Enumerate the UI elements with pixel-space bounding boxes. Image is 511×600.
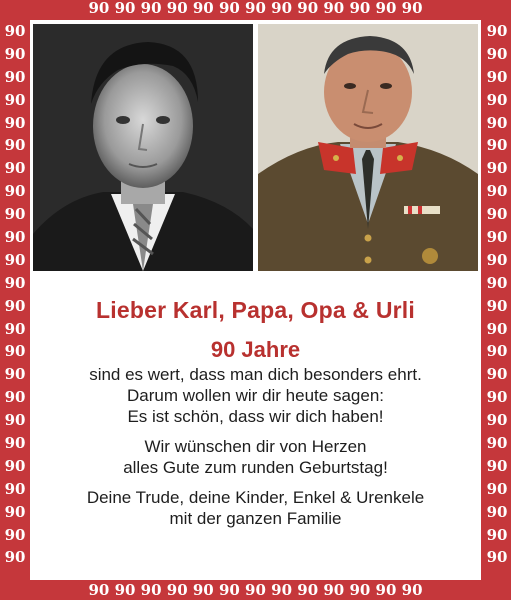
border-right-number: 90 (486, 319, 508, 338)
border-right-number: 90 (486, 548, 508, 567)
wishes-line: alles Gute zum runden Geburtstag! (123, 458, 388, 477)
border-left-number: 90 (4, 525, 26, 544)
border-right-number: 90 (486, 342, 508, 361)
border-left-number: 90 (4, 434, 26, 453)
wishes-line: Wir wünschen dir von Herzen (144, 437, 367, 456)
verse-line: Es ist schön, dass wir dich haben! (127, 407, 384, 426)
border-left-number: 90 (4, 113, 26, 132)
photo-young (33, 24, 253, 271)
message-text (30, 296, 481, 529)
verse-line: sind es wert, dass man dich besonders ehrt. (89, 365, 422, 384)
border-right-number: 90 (486, 365, 508, 384)
border-left-number: 90 (4, 388, 26, 407)
verse-line: Darum wollen wir dir heute sagen: (126, 386, 384, 405)
border-left-number: 90 (4, 411, 26, 430)
uniformed-man-portrait-image (258, 24, 478, 271)
border-right-number: 90 (486, 388, 508, 407)
border-left-number: 90 (4, 182, 26, 201)
border-right-number: 90 (486, 22, 508, 40)
border-right-number: 90 (486, 502, 508, 521)
border-left-number: 90 (4, 205, 26, 224)
border-left-number: 90 (4, 296, 26, 315)
border-left-number: 90 (4, 228, 26, 247)
border-right (482, 20, 511, 569)
verse-block (30, 364, 481, 427)
border-left (0, 20, 30, 569)
border-left-number: 90 (4, 159, 26, 178)
signature-line: mit der ganzen Familie (169, 509, 342, 528)
wishes-block (30, 436, 481, 478)
border-right-number: 90 (486, 67, 508, 86)
border-right-number: 90 (486, 273, 508, 292)
signature-block (30, 487, 481, 529)
border-left-number: 90 (4, 250, 26, 269)
signature-line: Deine Trude, deine Kinder, Enkel & Urenkele (86, 488, 425, 507)
border-right-number: 90 (486, 182, 508, 201)
border-top: 90 90 90 90 90 90 90 90 90 90 90 90 90 (88, 0, 423, 17)
border-left-number: 90 (4, 479, 26, 498)
border-right-number: 90 (486, 434, 508, 453)
border-left-number: 90 (4, 22, 26, 40)
border-right-number: 90 (486, 456, 508, 475)
border-right-number: 90 (486, 228, 508, 247)
headline: Lieber Karl, Papa, Opa & Urli (96, 297, 415, 323)
border-left-number: 90 (4, 365, 26, 384)
age-title: 90 Jahre (210, 337, 301, 362)
border-right-number: 90 (486, 296, 508, 315)
border-right-number: 90 (486, 205, 508, 224)
border-left-number: 90 (4, 319, 26, 338)
border-left-number: 90 (4, 90, 26, 109)
border-right-number: 90 (486, 250, 508, 269)
border-left-number: 90 (4, 44, 26, 63)
border-left-number: 90 (4, 342, 26, 361)
border-left-number: 90 (4, 273, 26, 292)
border-left-number: 90 (4, 67, 26, 86)
photo-old (258, 24, 478, 271)
greeting-card (30, 20, 481, 580)
young-man-portrait-image (33, 24, 253, 271)
border-right-number: 90 (486, 159, 508, 178)
border-left-number: 90 (4, 502, 26, 521)
border-right-number: 90 (486, 411, 508, 430)
border-left-number: 90 (4, 136, 26, 155)
border-right-number: 90 (486, 90, 508, 109)
border-right-number: 90 (486, 479, 508, 498)
border-bottom: 90 90 90 90 90 90 90 90 90 90 90 90 90 (88, 581, 423, 599)
border-right-number: 90 (486, 44, 508, 63)
border-right-number: 90 (486, 113, 508, 132)
border-right-number: 90 (486, 525, 508, 544)
border-left-number: 90 (4, 456, 26, 475)
border-left-number: 90 (4, 548, 26, 567)
border-right-number: 90 (486, 136, 508, 155)
